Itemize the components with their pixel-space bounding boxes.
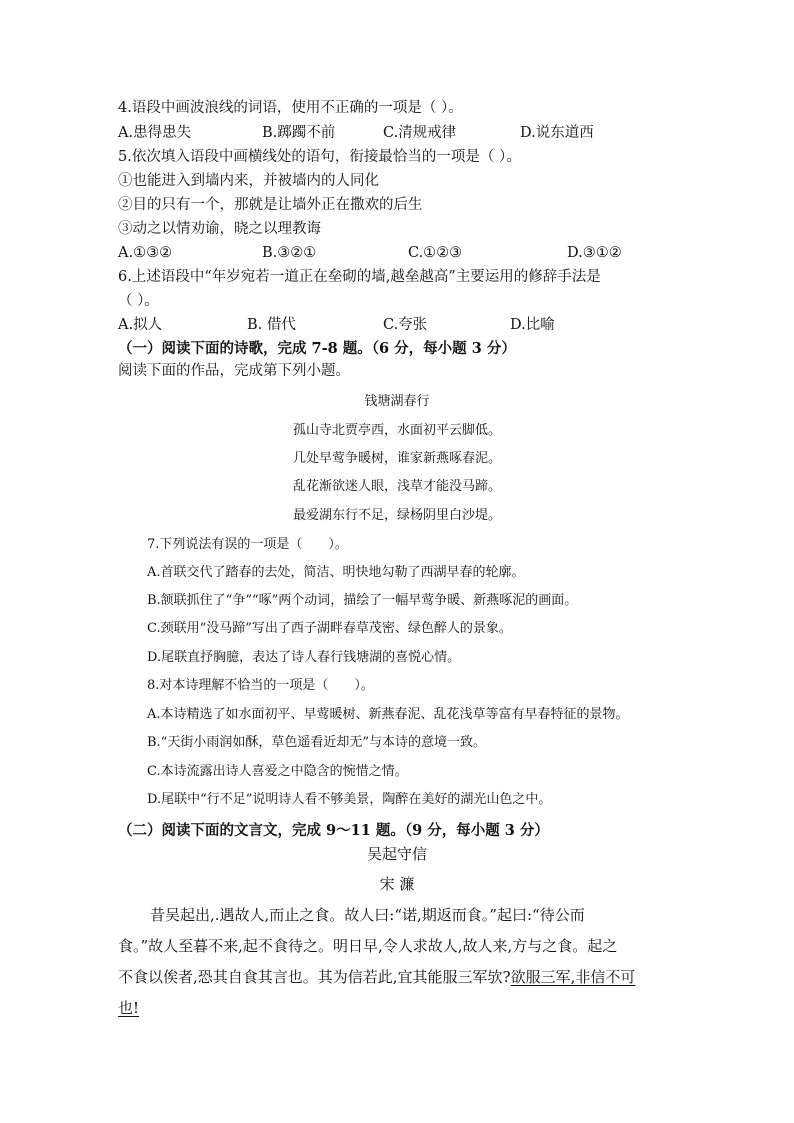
poem-line-1: 孤山寺北贾亭西，水面初平云脚低。 xyxy=(292,423,501,438)
passage-line-4 xyxy=(118,1001,139,1016)
q5-option-c: C.①②③ xyxy=(408,245,463,261)
passage-author: 宋 濂 xyxy=(379,875,415,893)
q5-item-3: ③动之以情劝谕，晓之以理教诲 xyxy=(118,221,321,237)
passage-line-1: 昔吴起出,.遇故人,而止之食。故人曰:“诺,期返而食。”起曰:“待公而 xyxy=(150,906,585,924)
poem-title: 钱塘湖春行 xyxy=(364,394,430,409)
passage-line-3-text: 不食以俟者,恐其自食其言也。其为信若此,宜其能服三军欤? xyxy=(118,968,511,986)
q4-stem: 4.语段中画波浪线的词语，使用不正确的一项是（ ）。 xyxy=(118,100,463,116)
q4-option-d: D.说东道西 xyxy=(520,125,594,141)
q4-option-c: C.清规戒律 xyxy=(383,125,457,141)
q7-stem: 7.下列说法有误的一项是（ ）。 xyxy=(147,537,348,552)
section1-heading: （一）阅读下面的诗歌，完成 7-8 题。（6 分，每小题 3 分） xyxy=(118,340,516,357)
q6-stem-line2: （ ）。 xyxy=(118,293,159,309)
q8-option-d: D.尾联中“行不足”说明诗人看不够美景，陶醉在美好的湖光山色之中。 xyxy=(147,792,552,807)
q8-stem: 8.对本诗理解不恰当的一项是（ ）。 xyxy=(147,678,374,693)
q5-option-b: B.③②① xyxy=(262,245,317,261)
q5-item-1: ①也能进入到墙内来，并被墙内的人同化 xyxy=(118,173,379,189)
poem-line-3: 乱花渐欲迷人眼，浅草才能没马蹄。 xyxy=(292,479,501,494)
passage-line-3 xyxy=(118,970,635,985)
q6-stem-line1: 6.上述语段中“年岁宛若一道正在垒砌的墙,越垒越高”主要运用的修辞手法是 xyxy=(118,269,601,285)
q4-option-b: B.踯躅不前 xyxy=(262,125,336,141)
underlined-sentence-part-1: 欲服三军,非信不可 xyxy=(510,968,636,986)
q5-item-2: ②目的只有一个，那就是让墙外正在撒欢的后生 xyxy=(118,197,423,213)
q6-option-d: D.比喻 xyxy=(510,317,555,333)
q7-option-a: A.首联交代了踏春的去处，简洁、明快地勾勒了西湖早春的轮廓。 xyxy=(147,565,525,580)
q7-option-b: B.颔联抓住了“争”“啄”两个动词，描绘了一幅早莺争暖、新燕啄泥的画面。 xyxy=(147,593,578,608)
q8-option-a: A.本诗精选了如水面初平、早莺暖树、新燕春泥、乱花浅草等富有早春特征的景物。 xyxy=(147,707,629,722)
underlined-sentence-part-2: 也! xyxy=(118,999,140,1017)
passage-line-2: 食。”故人至暮不来,起不食待之。明日早,令人求故人,故人来,方与之食。起之 xyxy=(118,937,618,955)
q6-option-a: A.拟人 xyxy=(118,317,163,333)
q5-option-a: A.①③② xyxy=(118,245,173,261)
q4-option-a: A.患得患失 xyxy=(118,125,192,141)
q5-option-d: D.③①② xyxy=(567,245,622,261)
q8-option-b: B.“天街小雨润如酥，草色遥看近却无”与本诗的意境一致。 xyxy=(147,735,486,750)
q7-option-d: D.尾联直抒胸臆，表达了诗人春行钱塘湖的喜悦心情。 xyxy=(147,650,461,665)
passage-title: 吴起守信 xyxy=(366,845,427,863)
q5-stem: 5.依次填入语段中画横线处的语句，衔接最恰当的一项是（ ）。 xyxy=(118,149,521,165)
q6-option-c: C.夸张 xyxy=(383,317,428,333)
poem-line-4: 最爱湖东行不足，绿杨阴里白沙堤。 xyxy=(292,508,501,523)
q8-option-c: C.本诗流露出诗人喜爱之中隐含的惋惜之情。 xyxy=(147,764,408,779)
q7-option-c: C.颈联用“没马蹄”写出了西子湖畔春草茂密、绿色醉人的景象。 xyxy=(147,621,512,636)
q6-option-b: B. 借代 xyxy=(247,317,296,333)
section2-heading: （二）阅读下面的文言文，完成 9～11 题。（9 分，每小题 3 分） xyxy=(118,822,549,839)
poem-line-2: 几处早莺争暖树，谁家新燕啄春泥。 xyxy=(292,451,501,466)
section1-instruction: 阅读下面的作品，完成第下列小题。 xyxy=(118,363,350,379)
